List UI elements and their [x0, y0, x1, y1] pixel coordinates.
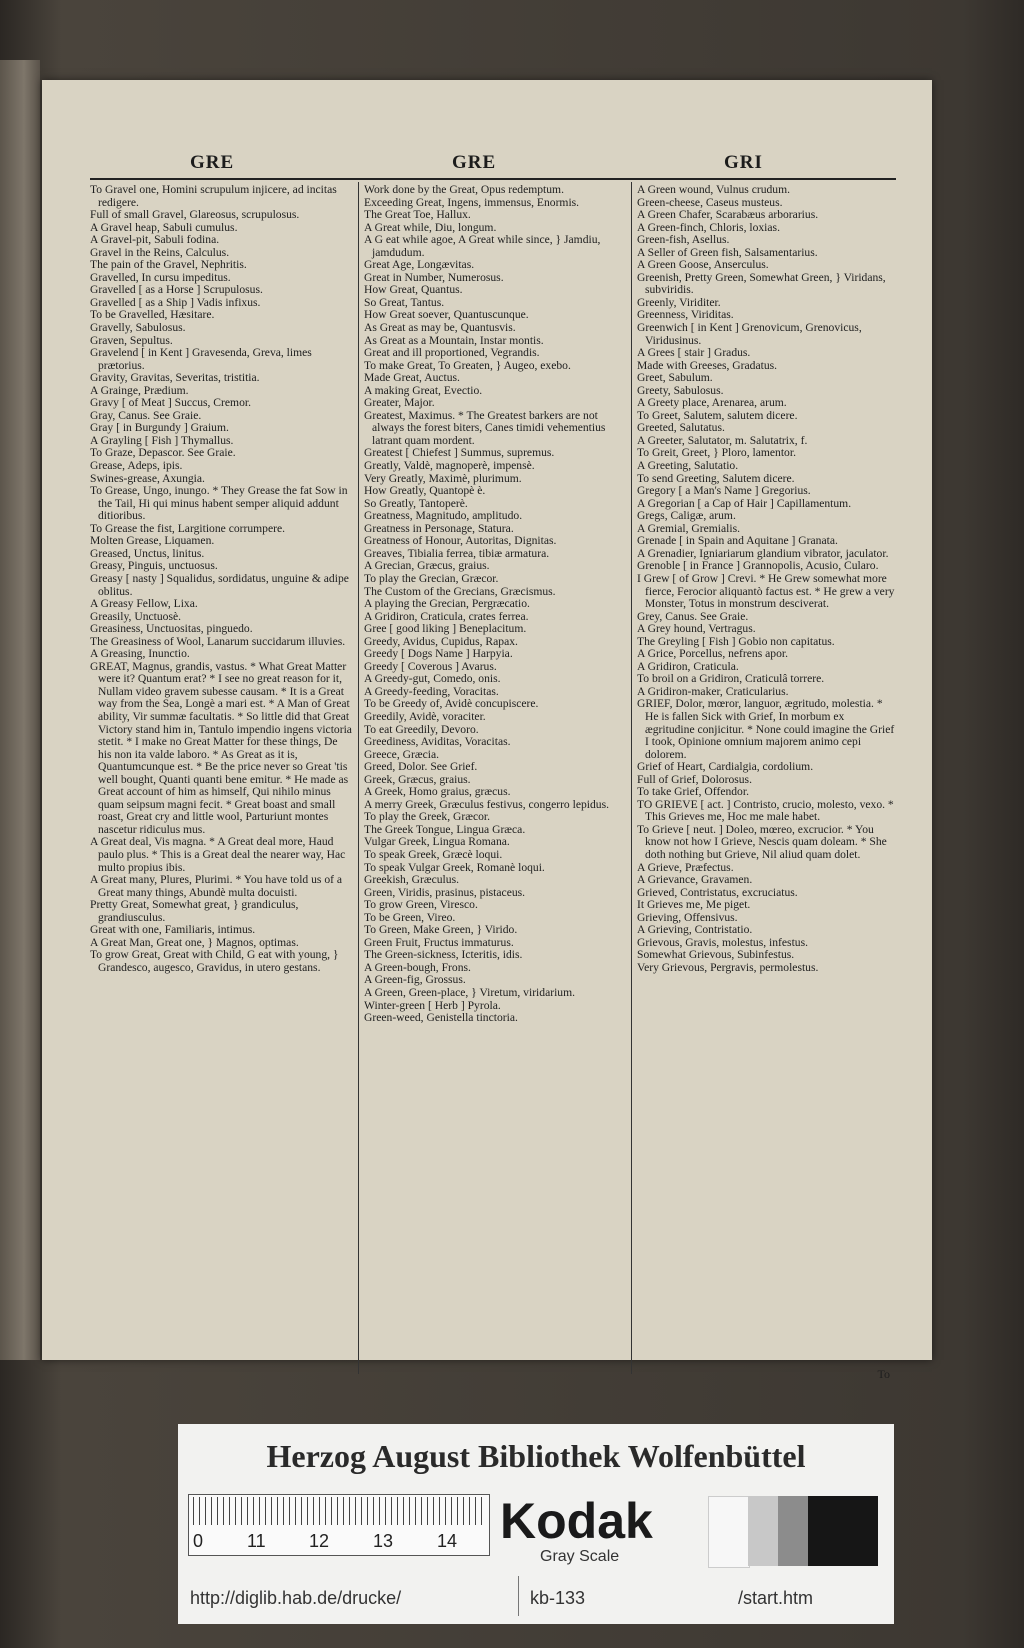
dictionary-column-1	[90, 184, 352, 1374]
url-suffix: /start.htm	[738, 1588, 814, 1608]
dictionary-entry: Green-fish, Asellus.	[637, 233, 730, 247]
dictionary-entry: Grieved, Contristatus, excruciatus.	[637, 885, 798, 899]
dictionary-entry: Graven, Sepultus.	[90, 333, 173, 347]
running-header	[90, 152, 896, 180]
dictionary-entry: Greedily, Avidè, voraciter.	[364, 709, 486, 723]
dictionary-entry: To Greit, Greet, } Ploro, lamentor.	[637, 446, 796, 460]
dictionary-entry: A Grice, Porcellus, nefrens apor.	[637, 647, 788, 661]
dictionary-entry: A Greasy Fellow, Lixa.	[90, 597, 198, 611]
dictionary-entry: To Grease, Ungo, inungo. * They Grease the fat Sow in the Tail, Hi qui minus habent semper aliquid addunt ditioribus.	[90, 484, 348, 523]
book-spine-edge	[0, 60, 40, 1360]
gray-swatch	[708, 1496, 750, 1568]
dictionary-entry: Greaves, Tibialia ferrea, tibiæ armatura.	[364, 546, 550, 560]
dictionary-entry: Gravelly, Sabulosus.	[90, 321, 186, 335]
dictionary-entry: A Grecian, Græcus, graius.	[364, 559, 490, 573]
dictionary-entry: Greedy [ Dogs Name ] Harpyia.	[364, 647, 513, 661]
dictionary-entry: Somewhat Grievous, Subinfestus.	[637, 948, 795, 962]
dictionary-entry: Made with Greeses, Gradatus.	[637, 358, 778, 372]
dictionary-entry: Great Age, Longævitas.	[364, 258, 475, 272]
dictionary-entry: Green-cheese, Caseus musteus.	[637, 195, 783, 209]
dictionary-entry: Greater, Major.	[364, 396, 435, 410]
dictionary-entry: Green, Viridis, prasinus, pistaceus.	[364, 885, 526, 899]
dictionary-entry: A making Great, Evectio.	[364, 383, 483, 397]
header-right: GRI	[724, 152, 763, 173]
dictionary-entry: To make Great, To Greaten, } Augeo, exebo.	[364, 358, 571, 372]
dictionary-entry: The Greasiness of Wool, Lanarum succidarum illuvies.	[90, 634, 346, 648]
dictionary-entry: It Grieves me, Me piget.	[637, 898, 751, 912]
dictionary-entry: A Green-finch, Chloris, loxias.	[637, 220, 780, 234]
scale-ruler	[188, 1494, 490, 1556]
dictionary-entry: Greatly, Valdè, magnoperè, impensè.	[364, 459, 535, 473]
dictionary-entry: Gravelled, In cursu impeditus.	[90, 270, 231, 284]
color-target-card	[178, 1424, 894, 1624]
dictionary-entry: Molten Grease, Liquamen.	[90, 534, 215, 548]
dictionary-entry: A Seller of Green fish, Salsamentarius.	[637, 245, 818, 259]
dictionary-entry: A playing the Grecian, Pergræcatio.	[364, 597, 530, 611]
dictionary-entry: How Great, Quantus.	[364, 283, 463, 297]
column-rule	[631, 182, 632, 1374]
dictionary-entry: Grey, Canus. See Graie.	[637, 609, 749, 623]
ruler-label: 13	[373, 1531, 394, 1551]
ruler-label: 0	[193, 1531, 204, 1551]
dictionary-entry: A Greedy-gut, Comedo, onis.	[364, 672, 501, 686]
dictionary-entry: Grief of Heart, Cardialgia, cordolium.	[637, 760, 814, 774]
dictionary-entry: Greedy [ Coverous ] Avarus.	[364, 659, 497, 673]
column-rule	[358, 182, 359, 1374]
dictionary-entry: Gravel in the Reins, Calculus.	[90, 245, 230, 259]
dictionary-entry: Greenish, Pretty Green, Somewhat Green, } Viridans, subviridis.	[637, 270, 886, 297]
dictionary-entry: A Gravel-pit, Sabuli fodina.	[90, 233, 220, 247]
dictionary-entry: To Grieve [ neut. ] Doleo, mœreo, excrucior. * You know not how I Grieve, Nescis quam doleam. * She doth nothing but Grieve, Nil aliud quam dolet.	[637, 822, 887, 861]
dictionary-entry: To be Gravelled, Hæsitare.	[90, 308, 215, 322]
dictionary-entry: Greased, Unctus, linitus.	[90, 546, 205, 560]
dictionary-entry: The Greyling [ Fish ] Gobio non capitatus.	[637, 634, 835, 648]
library-name: Herzog August Bibliothek Wolfenbüttel	[266, 1438, 806, 1474]
dictionary-entry: Very Grievous, Pergravis, permolestus.	[637, 960, 819, 974]
dictionary-entry: Made Great, Auctus.	[364, 371, 460, 385]
dictionary-entry: Grenade [ in Spain and Aquitane ] Granata.	[637, 534, 838, 548]
dictionary-entry: Greasiness, Unctuositas, pinguedo.	[90, 622, 253, 636]
dictionary-entry: Swines-grease, Axungia.	[90, 471, 205, 485]
dictionary-entry: A Grenadier, Igniariarum glandium vibrator, jaculator.	[637, 546, 889, 560]
dictionary-entry: Green Fruit, Fructus immaturus.	[364, 935, 514, 949]
dictionary-entry: Greenness, Viriditas.	[637, 308, 734, 322]
dictionary-entry: A Greety place, Arenarea, arum.	[637, 396, 787, 410]
header-center: GRE	[452, 152, 497, 173]
dictionary-entry: A Grainge, Prædium.	[90, 383, 189, 397]
dictionary-entry: Gregory [ a Man's Name ] Gregorius.	[637, 484, 811, 498]
dictionary-entry: Greatest, Maximus. * The Greatest barkers are not always the forest biters, Canes timidi vehementius latrant quam mordent.	[364, 408, 606, 447]
dictionary-entry: Exceeding Great, Ingens, immensus, Enormis.	[364, 195, 580, 209]
dictionary-entry: To eat Greedily, Devoro.	[364, 722, 479, 736]
header-left: GRE	[190, 152, 235, 173]
dictionary-entry: Greatness in Personage, Statura.	[364, 521, 514, 535]
dictionary-entry: Gray, Canus. See Graie.	[90, 408, 202, 422]
dictionary-entry: Greasily, Unctuosè.	[90, 609, 182, 623]
gray-swatch	[808, 1496, 878, 1566]
dictionary-entry: A Grieve, Præfectus.	[637, 860, 734, 874]
dictionary-entry: To grow Green, Viresco.	[364, 898, 478, 912]
dictionary-entry: Greasy, Pinguis, unctuosus.	[90, 559, 218, 573]
dictionary-entry: A Gridiron, Craticula, crates ferrea.	[364, 609, 529, 623]
dictionary-entry: The Great Toe, Hallux.	[364, 208, 471, 222]
dictionary-entry: Gravelend [ in Kent ] Gravesenda, Greva, limes prætorius.	[90, 346, 312, 372]
dictionary-entry: As Great as may be, Quantusvis.	[364, 321, 516, 335]
brand-logo: Kodak	[500, 1493, 653, 1549]
dictionary-entry: A Grieving, Contristatio.	[637, 923, 753, 937]
dictionary-entry: To take Grief, Offendor.	[637, 785, 749, 799]
dictionary-entry: Greekish, Græculus.	[364, 873, 459, 887]
dictionary-entry: To Graze, Depascor. See Graie.	[90, 446, 236, 460]
dictionary-entry: How Great soever, Quantuscunque.	[364, 308, 529, 322]
dictionary-entry: Greek, Græcus, graius.	[364, 772, 471, 786]
dictionary-entry: Gree [ good liking ] Beneplacitum.	[364, 622, 527, 636]
dictionary-column-2	[364, 184, 626, 1374]
dictionary-entry: The Green-sickness, Icteritis, idis.	[364, 948, 523, 962]
dictionary-entry: To speak Greek, Græcè loqui.	[364, 847, 503, 861]
dictionary-entry: A Gridiron-maker, Craticularius.	[637, 684, 789, 698]
dictionary-entry: The Greek Tongue, Lingua Græca.	[364, 822, 526, 836]
dictionary-entry: To be Greedy of, Avidè concupiscere.	[364, 697, 539, 711]
dictionary-entry: A Green-fig, Grossus.	[364, 973, 466, 987]
dictionary-entry: A Gravel heap, Sabuli cumulus.	[90, 220, 238, 234]
record-code: kb-133	[530, 1588, 586, 1608]
ruler-label: 14	[437, 1531, 458, 1551]
dictionary-entry: To Gravel one, Homini scrupulum injicere, ad incitas redigere.	[90, 184, 337, 209]
ruler-label: 12	[309, 1531, 330, 1551]
dictionary-entry: Greenwich [ in Kent ] Grenovicum, Grenovicus, Viridusinus.	[637, 321, 862, 347]
dictionary-entry: Grieving, Offensivus.	[637, 910, 738, 924]
dictionary-entry: A G eat while agoe, A Great while since, } Jamdiu, jamdudum.	[364, 233, 601, 259]
dictionary-entry: The pain of the Gravel, Nephritis.	[90, 258, 247, 272]
dictionary-entry: A Greek, Homo graius, græcus.	[364, 785, 511, 799]
dictionary-entry: As Great as a Mountain, Instar montis.	[364, 333, 544, 347]
dictionary-entry: Winter-green [ Herb ] Pyrola.	[364, 998, 501, 1012]
dictionary-entry: Full of small Gravel, Glareosus, scrupulosus.	[90, 208, 300, 222]
dictionary-entry: To play the Grecian, Græcor.	[364, 571, 499, 585]
dictionary-entry: Greatness of Honour, Autoritas, Dignitas.	[364, 534, 557, 548]
dictionary-entry: To Grease the fist, Largitione corrumpere.	[90, 521, 286, 535]
dictionary-entry: Greet, Sabulum.	[637, 371, 713, 385]
dictionary-entry: Great and ill proportioned, Vegrandis.	[364, 346, 540, 360]
dictionary-entry: A Grees [ stair ] Gradus.	[637, 346, 751, 360]
dictionary-entry: Greediness, Aviditas, Voracitas.	[364, 735, 511, 749]
dictionary-entry: A Gridiron, Craticula.	[637, 659, 739, 673]
gray-swatch	[778, 1496, 808, 1566]
dictionary-entry: A Green-bough, Frons.	[364, 960, 471, 974]
dictionary-entry: A Grey hound, Vertragus.	[637, 622, 756, 636]
dictionary-entry: To broil on a Gridiron, Craticulâ torrere.	[637, 672, 825, 686]
dictionary-entry: Full of Grief, Dolorosus.	[637, 772, 752, 786]
dictionary-entry: A Green, Green-place, } Viretum, viridarium.	[364, 986, 576, 999]
dictionary-entry: Gravelled [ as a Horse ] Scrupulosus.	[90, 283, 263, 297]
dictionary-entry: Greed, Dolor. See Grief.	[364, 760, 478, 774]
dictionary-entry: Greatest [ Chiefest ] Summus, supremus.	[364, 446, 555, 460]
source-url: http://diglib.hab.de/drucke/	[190, 1588, 402, 1608]
dictionary-entry: Great in Number, Numerosus.	[364, 270, 504, 284]
dictionary-entry: Green-weed, Genistella tinctoria.	[364, 1011, 518, 1025]
dictionary-entry: GREAT, Magnus, grandis, vastus. * What Great Matter were it? Quantum erat? * I see no great reason for it, Nullam video gravem subesse causam. * It is a Great way from the Sea, Longè a mari est. * A Man of Great ability, Vir summæ facultatis. * So little did that Great Victory stand him in, Tantulo impendio ingens victoria stetit. * I make no Great Matter for these things, De his non ita valde laboro. * As Great as it is, Quantumcunque est. * Be the price never so Great 'tis well bought, Quanti quanti bene emitur. * He made as Great account of him as himself, Qui nihilo minus quam seipsum magni fecit. * Great boast and small roast, Great cry and little wool, Parturiunt montes nascetur ridiculus mus.	[90, 659, 352, 836]
dictionary-entry: Pretty Great, Somewhat great, } grandiculus, grandiusculus.	[90, 898, 299, 924]
dictionary-entry: Greatness, Magnitudo, amplitudo.	[364, 509, 523, 523]
dictionary-entry: Work done by the Great, Opus redemptum.	[364, 184, 564, 196]
dictionary-entry: GRIEF, Dolor, mœror, languor, ægritudo, molestia. * He is fallen Sick with Grief, In morbum ex ægritudine conjicitur. * None could imagine the Grief I took, Opinione omnium majorem animo cepi dolorem.	[637, 697, 895, 761]
dictionary-entry: A Great deal, Vis magna. * A Great deal more, Haud paulo plus. * This is a Great deal the nearer way, Hac multo propius ibis.	[90, 835, 346, 874]
dictionary-entry: A Green Chafer, Scarabæus arborarius.	[637, 208, 819, 222]
dictionary-entry: To be Green, Vireo.	[364, 910, 456, 924]
dictionary-entry: A Gremial, Gremialis.	[637, 521, 741, 535]
dictionary-entry: Greenly, Viriditer.	[637, 295, 721, 309]
dictionary-entry: Greece, Græcia.	[364, 747, 439, 761]
dictionary-entry: A Greeter, Salutator, m. Salutatrix, f.	[637, 433, 808, 447]
dictionary-column-3	[637, 184, 895, 1374]
dictionary-entry: So Great, Tantus.	[364, 295, 445, 309]
dictionary-entry: Greety, Sabulosus.	[637, 383, 724, 397]
dictionary-entry: I Grew [ of Grow ] Crevi. * He Grew somewhat more fierce, Ferocior aliquantò factus est. * He grew a very Monster, Totus in monstrum desciverat.	[637, 571, 895, 611]
dictionary-entry: TO GRIEVE [ act. ] Contristo, crucio, molesto, vexo. * This Grieves me, Hoc me male habet.	[637, 797, 894, 824]
dictionary-entry: A merry Greek, Græculus festivus, congerro lepidus.	[364, 797, 610, 811]
dictionary-entry: A Green Goose, Anserculus.	[637, 258, 769, 272]
dictionary-entry: Gravity, Gravitas, Severitas, tristitia.	[90, 371, 260, 385]
dictionary-entry: To send Greeting, Salutem dicere.	[637, 471, 795, 485]
dictionary-entry: A Great Man, Great one, } Magnos, optimas.	[90, 935, 299, 949]
dictionary-entry: A Gregorian [ a Cap of Hair ] Capillamentum.	[637, 496, 852, 510]
dictionary-entry: To Greet, Salutem, salutem dicere.	[637, 408, 798, 422]
dictionary-entry: How Greatly, Quantopè è.	[364, 484, 486, 498]
dictionary-entry: The Custom of the Grecians, Græcismus.	[364, 584, 556, 598]
dictionary-entry: Greeted, Salutatus.	[637, 421, 725, 435]
dictionary-entry: Greasy [ nasty ] Squalidus, sordidatus, unguine & adipe oblitus.	[90, 571, 349, 598]
dictionary-entry: Vulgar Greek, Lingua Romana.	[364, 835, 510, 849]
dictionary-entry: Grenoble [ in France ] Grannopolis, Acusio, Cularo.	[637, 559, 879, 573]
book-page	[42, 80, 932, 1381]
page-content	[90, 152, 896, 1384]
dictionary-entry: To play the Greek, Græcor.	[364, 810, 491, 824]
dictionary-entry: A Grayling [ Fish ] Thymallus.	[90, 433, 234, 447]
dictionary-entry: A Greedy-feeding, Voracitas.	[364, 684, 499, 698]
catchword: To	[877, 1367, 890, 1381]
dictionary-entry: Great with one, Familiaris, intimus.	[90, 923, 256, 937]
dictionary-entry: Gray [ in Burgundy ] Graium.	[90, 421, 229, 435]
dictionary-entry: Very Greatly, Maximè, plurimum.	[364, 471, 522, 485]
ruler-ticks	[193, 1497, 483, 1525]
dictionary-entry: To grow Great, Great with Child, G eat with young, } Grandesco, augesco, Gravidus, in utero gestans.	[90, 948, 339, 974]
brand-subtitle: Gray Scale	[540, 1548, 620, 1565]
divider	[518, 1576, 519, 1616]
dictionary-entry: A Grievance, Gravamen.	[637, 873, 753, 887]
dictionary-entry: So Greatly, Tantoperè.	[364, 496, 468, 510]
dictionary-entry: Grievous, Gravis, molestus, infestus.	[637, 935, 808, 949]
dictionary-entry: Greedy, Avidus, Cupidus, Rapax.	[364, 634, 518, 648]
dictionary-entry: To Green, Make Green, } Virido.	[364, 923, 518, 937]
dictionary-entry: A Green wound, Vulnus crudum.	[637, 184, 791, 196]
dictionary-entry: A Greeting, Salutatio.	[637, 459, 739, 473]
dictionary-entry: A Greasing, Inunctio.	[90, 647, 190, 661]
dictionary-entry: Gravelled [ as a Ship ] Vadis infixus.	[90, 295, 261, 309]
gray-swatch	[748, 1496, 778, 1566]
dictionary-entry: To speak Vulgar Greek, Romanè loqui.	[364, 860, 545, 874]
dictionary-entry: Gregs, Caligæ, arum.	[637, 509, 736, 523]
ruler-label: 11	[247, 1531, 266, 1551]
dictionary-entry: A Great while, Diu, longum.	[364, 220, 497, 234]
dictionary-entry: Gravy [ of Meat ] Succus, Cremor.	[90, 396, 251, 410]
dictionary-entry: A Great many, Plures, Plurimi. * You have told us of a Great many things, Abundè multa docuisti.	[90, 873, 343, 899]
dictionary-entry: Grease, Adeps, ipis.	[90, 459, 183, 473]
